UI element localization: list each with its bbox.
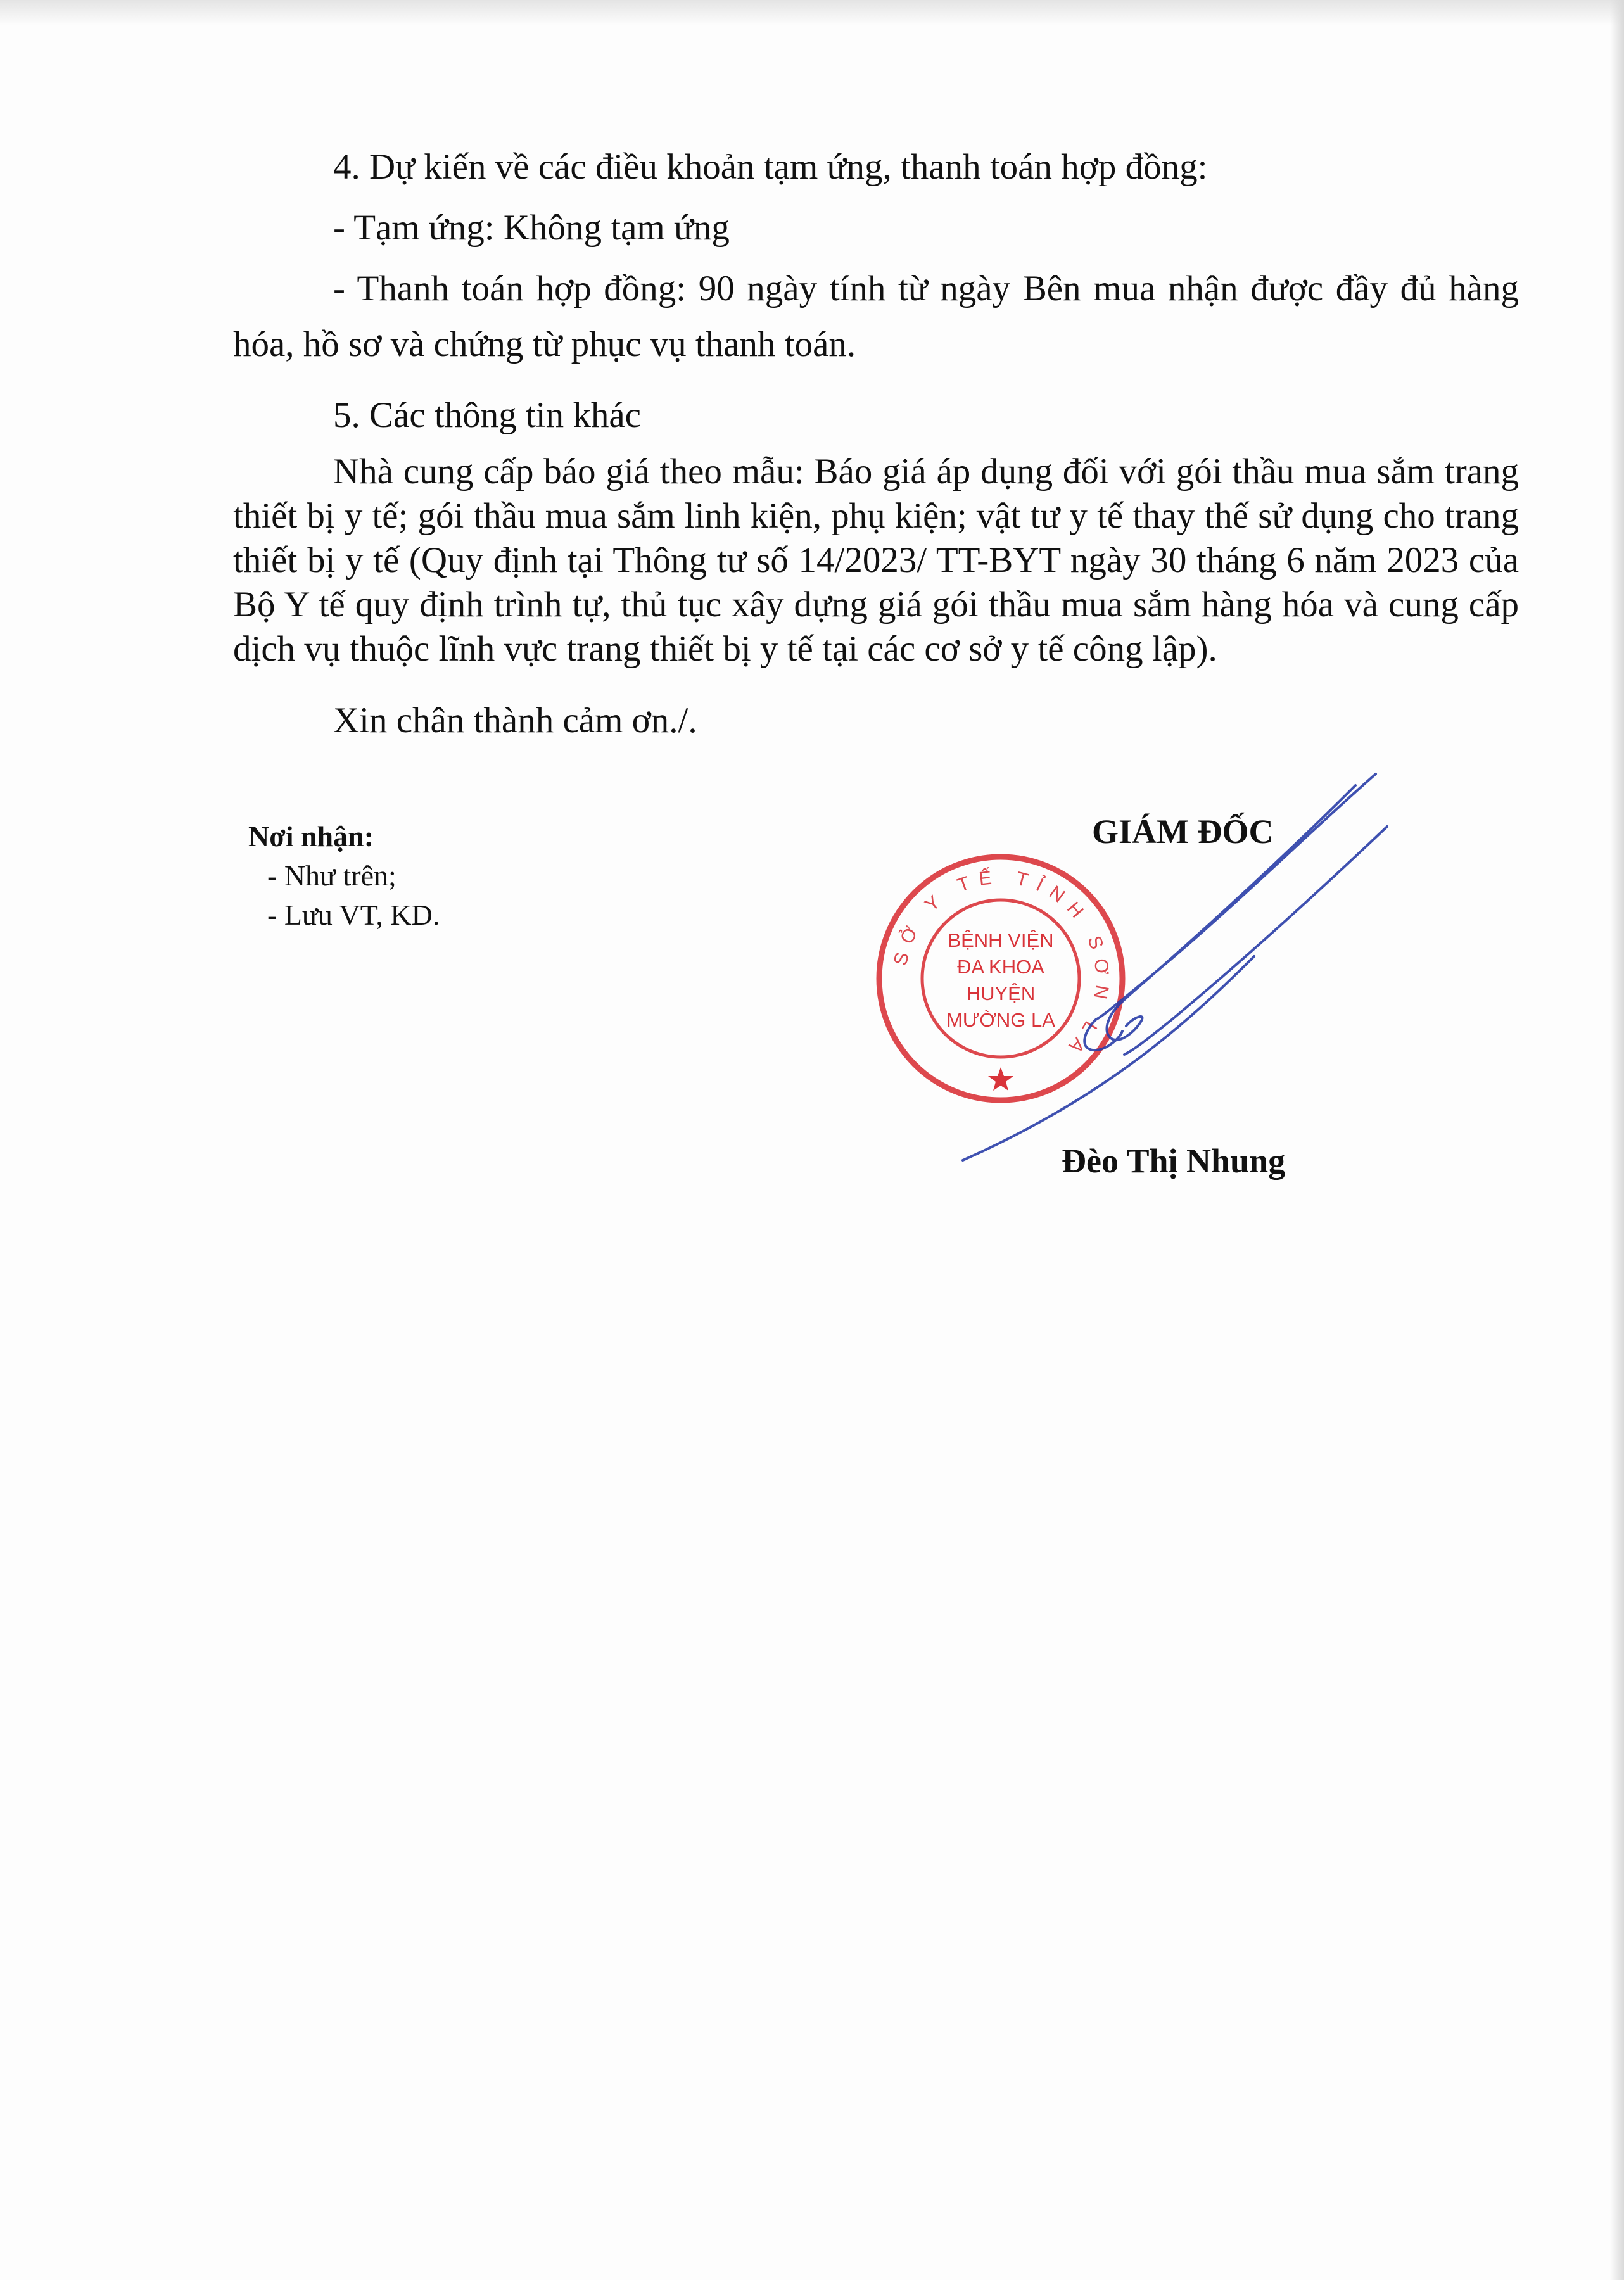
recipients-title: Nơi nhận: (248, 820, 374, 852)
scan-shadow-top (0, 0, 1624, 25)
scan-shadow-right (1610, 0, 1624, 2280)
recipient-item: - Lưu VT, KD. (267, 899, 440, 931)
stamp-line: ĐA KHOA (957, 956, 1044, 978)
recipient-item: - Như trên; (267, 859, 396, 892)
signer-title: GIÁM ĐỐC (1092, 813, 1274, 851)
signer-name: Đèo Thị Nhung (1062, 1142, 1286, 1180)
advance-payment-line: - Tạm ứng: Không tạm ứng (333, 208, 730, 248)
recipients-block (248, 817, 440, 935)
section-4-heading: 4. Dự kiến về các điều khoản tạm ứng, thanh toán hợp đồng: (333, 147, 1208, 187)
stamp-ring-text: SỞ Y TẾ TỈNH SƠN LA (889, 866, 1113, 1064)
stamp-line: BỆNH VIỆN (948, 929, 1054, 951)
closing-line: Xin chân thành cảm ơn./. (333, 700, 697, 740)
section-5-heading: 5. Các thông tin khác (333, 395, 641, 435)
handwritten-signature (950, 766, 1393, 1178)
supplier-note-paragraph: Nhà cung cấp báo giá theo mẫu: Báo giá áp dụng đối với gói thầu mua sắm trang thiết bị y tế; gói thầu mua sắm linh kiện, phụ kiện; vật tư y tế thay thế sử dụng cho trang thiết bị y tế (Quy định tại Thông tư số 14/2023/ TT-BYT ngày 30 tháng 6 năm 2023 của Bộ Y tế quy định trình tự, thủ tục xây dựng giá gói thầu mua sắm hàng hóa và cung cấp dịch vụ thuộc lĩnh vực trang thiết bị y tế tại các cơ sở y tế công lập). (233, 452, 1519, 669)
contract-payment-paragraph: - Thanh toán hợp đồng: 90 ngày tính từ ngày Bên mua nhận được đầy đủ hàng hóa, hồ sơ và chứng từ phục vụ thanh toán. (233, 269, 1519, 364)
stamp-line: HUYỆN (966, 982, 1036, 1004)
stamp-line: MƯỜNG LA (946, 1009, 1055, 1031)
document-body (233, 139, 1519, 749)
